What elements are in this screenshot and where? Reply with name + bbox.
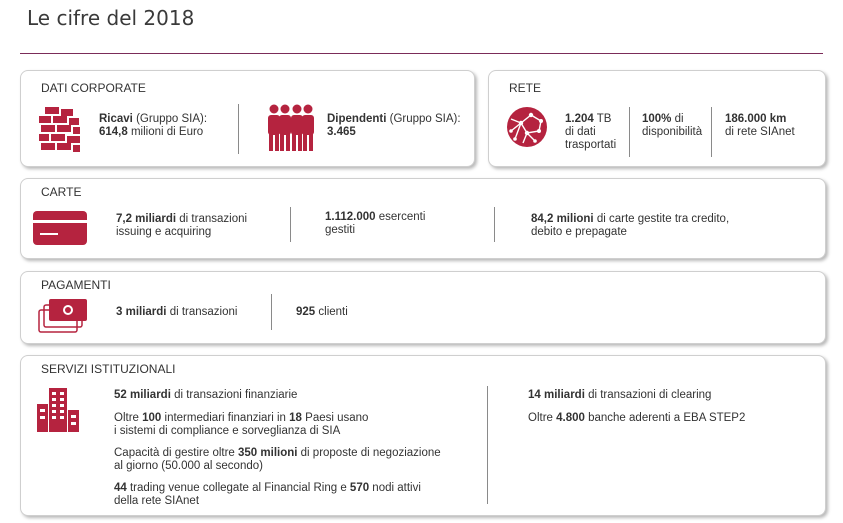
servizi-right-2-pre: Oltre xyxy=(528,412,557,424)
pagamenti-transazioni-text1: di transazioni xyxy=(166,306,238,318)
carte-esercenti-text1: esercenti xyxy=(375,211,426,223)
carte-carte-value: 84,2 milioni xyxy=(531,213,594,225)
carte-title: CARTE xyxy=(41,185,82,199)
brick-wall-icon xyxy=(39,105,81,155)
servizi-left-2-value2: 18 xyxy=(289,412,302,424)
rete-availability-line2: disponibilità xyxy=(642,126,703,138)
carte-stat-carte xyxy=(531,213,791,239)
ricavi-value: 614,8 xyxy=(99,126,128,138)
pagamenti-transazioni-value: 3 miliardi xyxy=(116,306,167,318)
servizi-left-2-post2: Paesi usano xyxy=(301,412,369,424)
servizi-card xyxy=(20,355,826,516)
rete-availability-di: di xyxy=(671,113,684,125)
corporate-title: DATI CORPORATE xyxy=(41,81,146,95)
network-globe-icon xyxy=(505,105,549,149)
servizi-left-2-value: 100 xyxy=(142,412,162,424)
corporate-card xyxy=(20,70,475,167)
pagamenti-clienti-value: 925 xyxy=(296,306,316,318)
title-divider xyxy=(20,53,823,54)
pagamenti-title: PAGAMENTI xyxy=(41,278,111,292)
servizi-left-2-line2: i sistemi di compliance e sorveglianza di SIA xyxy=(114,425,341,437)
servizi-left-3-post: di proposte di negoziazione xyxy=(297,447,441,459)
servizi-left-4-post2: nodi attivi xyxy=(369,482,421,494)
pagamenti-clienti-text1: clienti xyxy=(315,306,348,318)
servizi-left-4-post: trading venue collegate al Financial Ring e xyxy=(126,482,350,494)
servizi-left-2-pre: Oltre xyxy=(114,412,143,424)
servizi-left-4 xyxy=(114,482,474,508)
servizi-separator xyxy=(487,386,488,504)
servizi-left-3 xyxy=(114,447,474,473)
carte-separator-2 xyxy=(494,207,495,242)
banknotes-icon xyxy=(37,298,89,334)
ricavi-label: Ricavi xyxy=(99,113,133,125)
carte-esercenti-line2: gestiti xyxy=(325,224,356,236)
dipendenti-label: Dipendenti xyxy=(327,113,387,125)
servizi-title: SERVIZI ISTITUZIONALI xyxy=(41,362,176,376)
carte-transazioni-text1: di transazioni xyxy=(176,213,248,225)
carte-transazioni-line2: issuing e acquiring xyxy=(116,226,212,238)
servizi-right-1-post: di transazioni di clearing xyxy=(584,389,712,401)
pagamenti-stat-clienti xyxy=(296,306,396,319)
people-icon xyxy=(265,103,317,155)
rete-tb-unit: TB xyxy=(593,113,612,125)
carte-separator-1 xyxy=(290,207,291,242)
rete-tb-value: 1.204 xyxy=(565,113,594,125)
servizi-left-2 xyxy=(114,412,474,438)
pagamenti-card xyxy=(20,271,826,344)
rete-separator-2 xyxy=(711,107,712,157)
servizi-left-4-line2: della rete SIAnet xyxy=(114,495,200,507)
rete-km-value: 186.000 km xyxy=(725,113,787,125)
dipendenti-stat xyxy=(327,113,477,139)
carte-card xyxy=(20,178,826,259)
page-title: Le cifre del 2018 xyxy=(27,6,195,30)
rete-availability-value: 100% xyxy=(642,113,672,125)
ricavi-unit: milioni di Euro xyxy=(127,126,204,138)
servizi-left-3-line2: al giorno (50.000 al secondo) xyxy=(114,460,263,472)
carte-esercenti-value: 1.112.000 xyxy=(325,211,376,223)
servizi-right-2 xyxy=(528,412,808,425)
rete-stat-km xyxy=(725,113,821,139)
rete-tb-line2: di dati xyxy=(565,126,596,138)
servizi-left-4-value2: 570 xyxy=(349,482,370,494)
rete-tb-line3: trasportati xyxy=(565,139,617,151)
rete-stat-availability xyxy=(642,113,712,139)
rete-separator-1 xyxy=(629,107,630,157)
rete-card xyxy=(488,70,826,167)
servizi-left-3-value: 350 milioni xyxy=(238,447,298,459)
dipendenti-value: 3.465 xyxy=(327,126,356,138)
servizi-left-1-post: di transazioni finanziarie xyxy=(170,389,298,401)
carte-carte-text1: di carte gestite tra credito, xyxy=(593,213,730,225)
ricavi-stat xyxy=(99,113,249,139)
servizi-left-2-post: intermediari finanziari in xyxy=(161,412,290,424)
servizi-right-1-value: 14 miliardi xyxy=(528,389,585,401)
building-icon xyxy=(37,388,81,432)
servizi-right-1 xyxy=(528,389,808,402)
carte-carte-line2: debito e prepagate xyxy=(531,226,627,238)
rete-km-line2: di rete SIAnet xyxy=(725,126,795,138)
carte-transazioni-value: 7,2 miliardi xyxy=(116,213,177,225)
ricavi-qualifier: (Gruppo SIA): xyxy=(132,113,208,125)
servizi-right-2-post: banche aderenti a EBA STEP2 xyxy=(584,412,746,424)
credit-card-icon xyxy=(33,211,87,245)
pagamenti-separator xyxy=(271,294,272,330)
servizi-left-3-pre: Capacità di gestire oltre xyxy=(114,447,239,459)
pagamenti-stat-transazioni xyxy=(116,306,266,319)
rete-stat-tb xyxy=(565,113,629,152)
corporate-separator xyxy=(238,104,239,154)
dipendenti-qualifier: (Gruppo SIA): xyxy=(386,113,461,125)
servizi-left-4-value: 44 xyxy=(114,482,127,494)
carte-stat-esercenti xyxy=(325,211,475,237)
servizi-left-1-value: 52 miliardi xyxy=(114,389,171,401)
carte-stat-transazioni xyxy=(116,213,286,239)
servizi-right-2-value: 4.800 xyxy=(556,412,585,424)
servizi-left-1 xyxy=(114,389,474,402)
rete-title: RETE xyxy=(509,81,542,95)
